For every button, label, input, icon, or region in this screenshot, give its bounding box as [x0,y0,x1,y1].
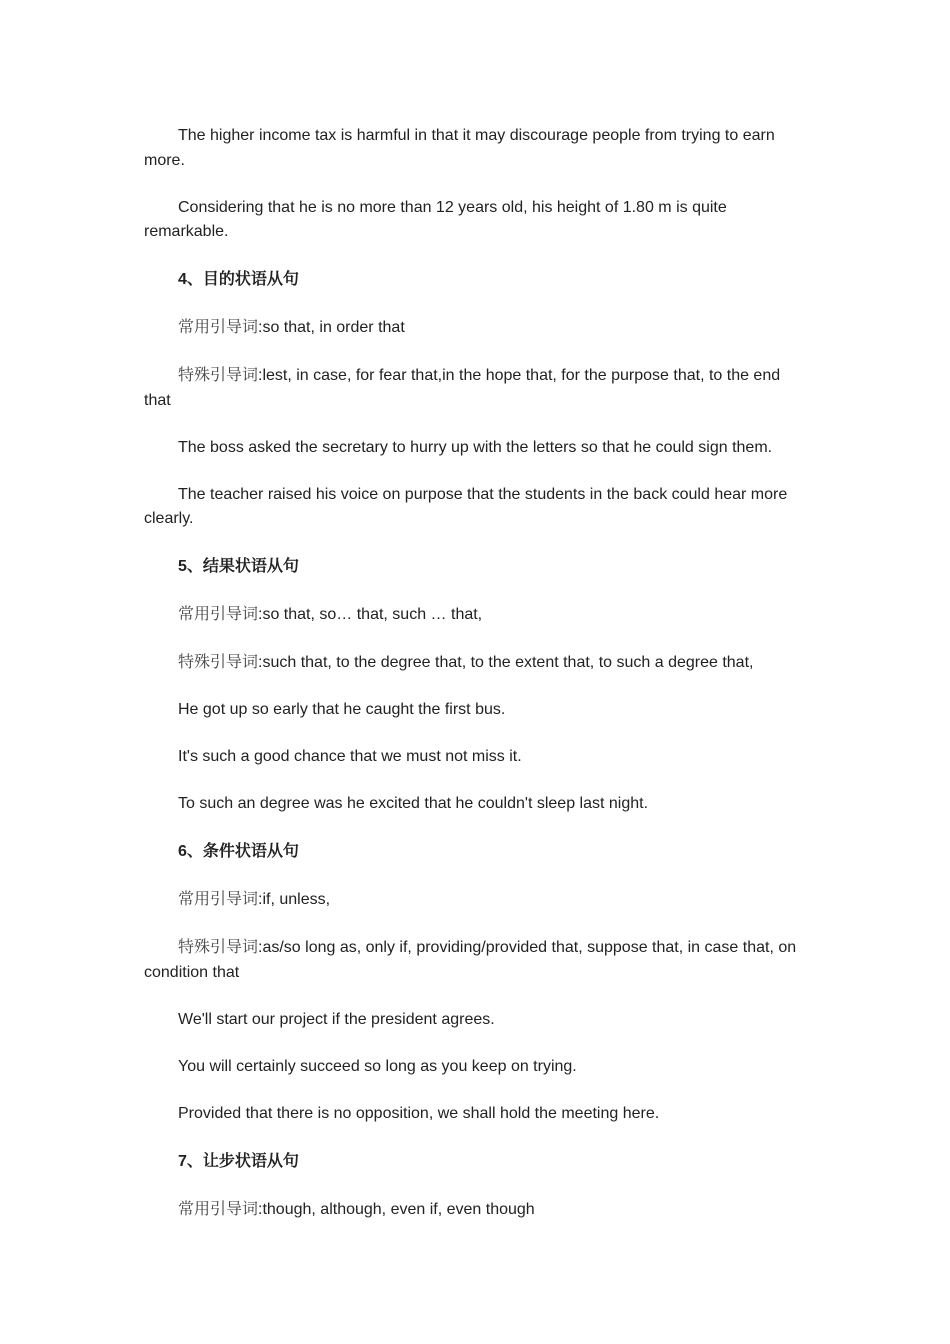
sentence-text: Provided that there is no opposition, we shall hold the meeting here. [178,1104,660,1122]
section-number: 4、 [178,271,203,288]
section-title: 结果状语从句 [202,556,299,575]
label-common: 常用引导词 [178,317,259,336]
sentence-text: We'll start our project if the president agrees. [178,1010,495,1028]
conjunction-list: :if, unless, [258,891,331,908]
conjunction-list: :such that, to the degree that, to the extent that, to such a degree that, [258,654,754,671]
sentence-text: It's such a good chance that we must not miss it. [178,748,522,765]
example-sentence [144,124,806,173]
sentence-text: To such an degree was he excited that he couldn't sleep last night. [178,795,649,812]
section-title: 让步状语从句 [202,1150,299,1170]
sentence-text: The higher income tax is harmful in that it may discourage people from trying to earn more. [144,127,775,169]
sentence-text: The boss asked the secretary to hurry up with the letters so that he could sign them. [178,438,773,456]
label-special: 特殊引导词 [178,652,259,671]
example-sentence [144,698,806,723]
example-sentence [144,483,806,532]
label-common: 常用引导词 [178,604,259,623]
conjunction-list: :though, although, even if, even though [258,1200,535,1218]
conjunction-list: :so that, in order that [258,319,405,336]
common-conjunctions [144,1197,806,1223]
example-sentence [144,1008,806,1033]
section-heading-7 [144,1149,806,1175]
example-sentence [144,745,806,770]
sentence-text: You will certainly succeed so long as you keep on trying. [178,1057,577,1075]
label-common: 常用引导词 [178,1198,259,1218]
special-conjunctions [144,935,806,985]
special-conjunctions [144,650,806,676]
common-conjunctions [144,602,806,628]
example-sentence [144,792,806,817]
special-conjunctions [144,363,806,413]
sentence-text: He got up so early that he caught the first bus. [178,701,506,718]
section-number: 6、 [178,843,203,860]
conjunction-list: :lest, in case, for fear that,in the hope that, for the purpose that, to the end that [144,367,781,409]
sentence-text: The teacher raised his voice on purpose that the students in the back could hear more clearly. [144,485,788,527]
section-title: 目的状语从句 [202,269,299,288]
section-heading-6 [144,839,806,865]
label-special: 特殊引导词 [178,365,259,384]
conjunction-list: :so that, so… that, such … that, [258,606,483,623]
section-title: 条件状语从句 [202,841,299,860]
common-conjunctions [144,315,806,341]
common-conjunctions [144,887,806,913]
example-sentence [144,436,806,461]
label-special: 特殊引导词 [178,937,259,956]
example-sentence [144,1102,806,1127]
section-heading-5 [144,554,806,580]
label-common: 常用引导词 [178,889,259,908]
section-heading-4 [144,267,806,293]
example-sentence [144,196,806,245]
sentence-text: Considering that he is no more than 12 years old, his height of 1.80 m is quite remarkable. [144,198,727,240]
section-number: 7、 [178,1152,203,1170]
conjunction-list: :as/so long as, only if, providing/provided that, suppose that, in case that, on condition that [144,939,797,981]
example-sentence [144,1055,806,1080]
document-body [144,124,806,1245]
section-number: 5、 [178,558,203,575]
